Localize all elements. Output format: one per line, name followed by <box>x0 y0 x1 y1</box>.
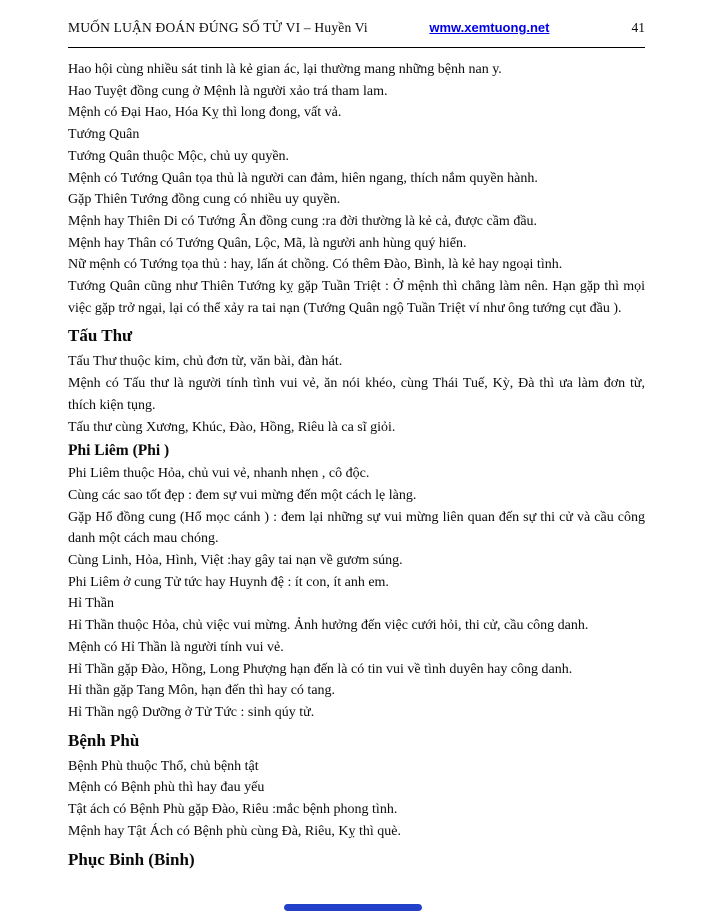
paragraph: Phi Liêm ở cung Tử tức hay Huynh đệ : ít con, ít anh em. <box>68 574 389 590</box>
paragraph: Cùng các sao tốt đẹp : đem sự vui mừng đến một cách lẹ làng. <box>68 487 417 503</box>
paragraph: Mệnh hay Tật Ách có Bệnh phù cùng Đà, Riêu, Kỵ thì què. <box>68 823 401 839</box>
paragraph: Tấu thư cùng Xương, Khúc, Đào, Hồng, Riêu là ca sĩ giỏi. <box>68 419 396 435</box>
paragraph: Tướng Quân <box>68 127 140 143</box>
subsection-heading: Phi Liêm (Phi ) <box>68 442 170 460</box>
paragraph: Mệnh có Tướng Quân tọa thủ là người can đảm, hiên ngang, thích nắm quyền hành. <box>68 170 538 186</box>
paragraph: Mệnh có Bệnh phù thì hay đau yếu <box>68 780 265 796</box>
paragraph: Tướng Quân cũng như Thiên Tướng kỵ gặp Tuần Triệt : Ở mệnh thì chẳng làm nên. Hạn gặp thì mọi việc gặp trở ngại, lại có thể xảy ra tai nạn (Tướng Quân ngộ Tuần Triệt ví như ông tướng cụt đầu ). <box>68 279 645 316</box>
section-heading: Bệnh Phù <box>68 730 140 750</box>
paragraph: Bệnh Phù thuộc Thổ, chủ bệnh tật <box>68 758 259 774</box>
paragraph: Tướng Quân thuộc Mộc, chủ uy quyền. <box>68 148 290 164</box>
document-body <box>68 59 645 872</box>
paragraph: Tấu Thư thuộc kim, chủ đơn từ, văn bài, đàn hát. <box>68 354 343 370</box>
paragraph: Mệnh có Hỉ Thần là người tính vui vẻ. <box>68 639 284 655</box>
paragraph: Mệnh hay Thiên Di có Tướng Ân đồng cung :ra đời thường là kẻ cả, được cầm đầu. <box>68 213 538 229</box>
header-divider <box>68 47 645 48</box>
paragraph: Nữ mệnh có Tướng tọa thủ : hay, lấn át chồng. Có thêm Đào, Bình, là kẻ hay ngoại tình. <box>68 257 563 273</box>
paragraph: Cùng Linh, Hỏa, Hình, Việt :hay gây tai nạn về gươm súng. <box>68 553 403 569</box>
page-number: 41 <box>631 20 645 35</box>
paragraph: Hao Tuyệt đồng cung ở Mệnh là người xảo trá tham lam. <box>68 83 388 99</box>
section-heading: Tấu Thư <box>68 326 133 346</box>
site-link[interactable]: wmw.xemtuong.net <box>429 20 550 35</box>
paragraph: Mệnh có Tấu thư là người tính tình vui vẻ, ăn nói khéo, cùng Thái Tuế, Kỳ, Đà thì ưa làm đơn từ, thích kiện tụng. <box>68 376 645 413</box>
paragraph: Gặp Thiên Tướng đồng cung có nhiều uy quyền. <box>68 192 341 208</box>
page-title: MUỐN LUẬN ĐOÁN ĐÚNG SỐ TỬ VI – Huyền Vi <box>68 20 368 35</box>
paragraph: Hỉ Thần ngộ Dưỡng ở Tử Tức : sinh qúy tử. <box>68 704 315 720</box>
paragraph: Gặp Hổ đồng cung (Hổ mọc cánh ) : đem lại những sự vui mừng liên quan đến sự thi cử và cầu công danh một cách mau chóng. <box>68 509 645 547</box>
page-header <box>68 20 645 36</box>
paragraph: Hỉ Thần gặp Đào, Hồng, Long Phượng hạn đến là có tin vui về tình duyên hay công danh. <box>68 661 573 677</box>
paragraph: Mệnh hay Thân có Tướng Quân, Lộc, Mã, là người anh hùng quý hiển. <box>68 235 467 251</box>
paragraph: Tật ách có Bệnh Phù gặp Đào, Riêu :mắc bệnh phong tình. <box>68 802 398 818</box>
paragraph: Hao hội cùng nhiều sát tinh là kẻ gian ác, lại thường mang những bệnh nan y. <box>68 62 502 77</box>
paragraph: Mệnh có Đại Hao, Hóa Kỵ thì long đong, vất vả. <box>68 105 342 121</box>
paragraph: Phi Liêm thuộc Hỏa, chủ vui vẻ, nhanh nhẹn , cô độc. <box>68 466 370 482</box>
paragraph: Hỉ Thần thuộc Hỏa, chủ việc vui mừng. Ảnh hưởng đến việc cưới hỏi, thi cử, cầu công danh. <box>68 618 589 634</box>
section-heading: Phục Binh (Binh) <box>68 849 195 869</box>
paragraph: Hỉ thần gặp Tang Môn, hạn đến thì hay có tang. <box>68 683 336 699</box>
paragraph: Hỉ Thần <box>68 596 115 612</box>
home-indicator-bar <box>284 904 422 911</box>
